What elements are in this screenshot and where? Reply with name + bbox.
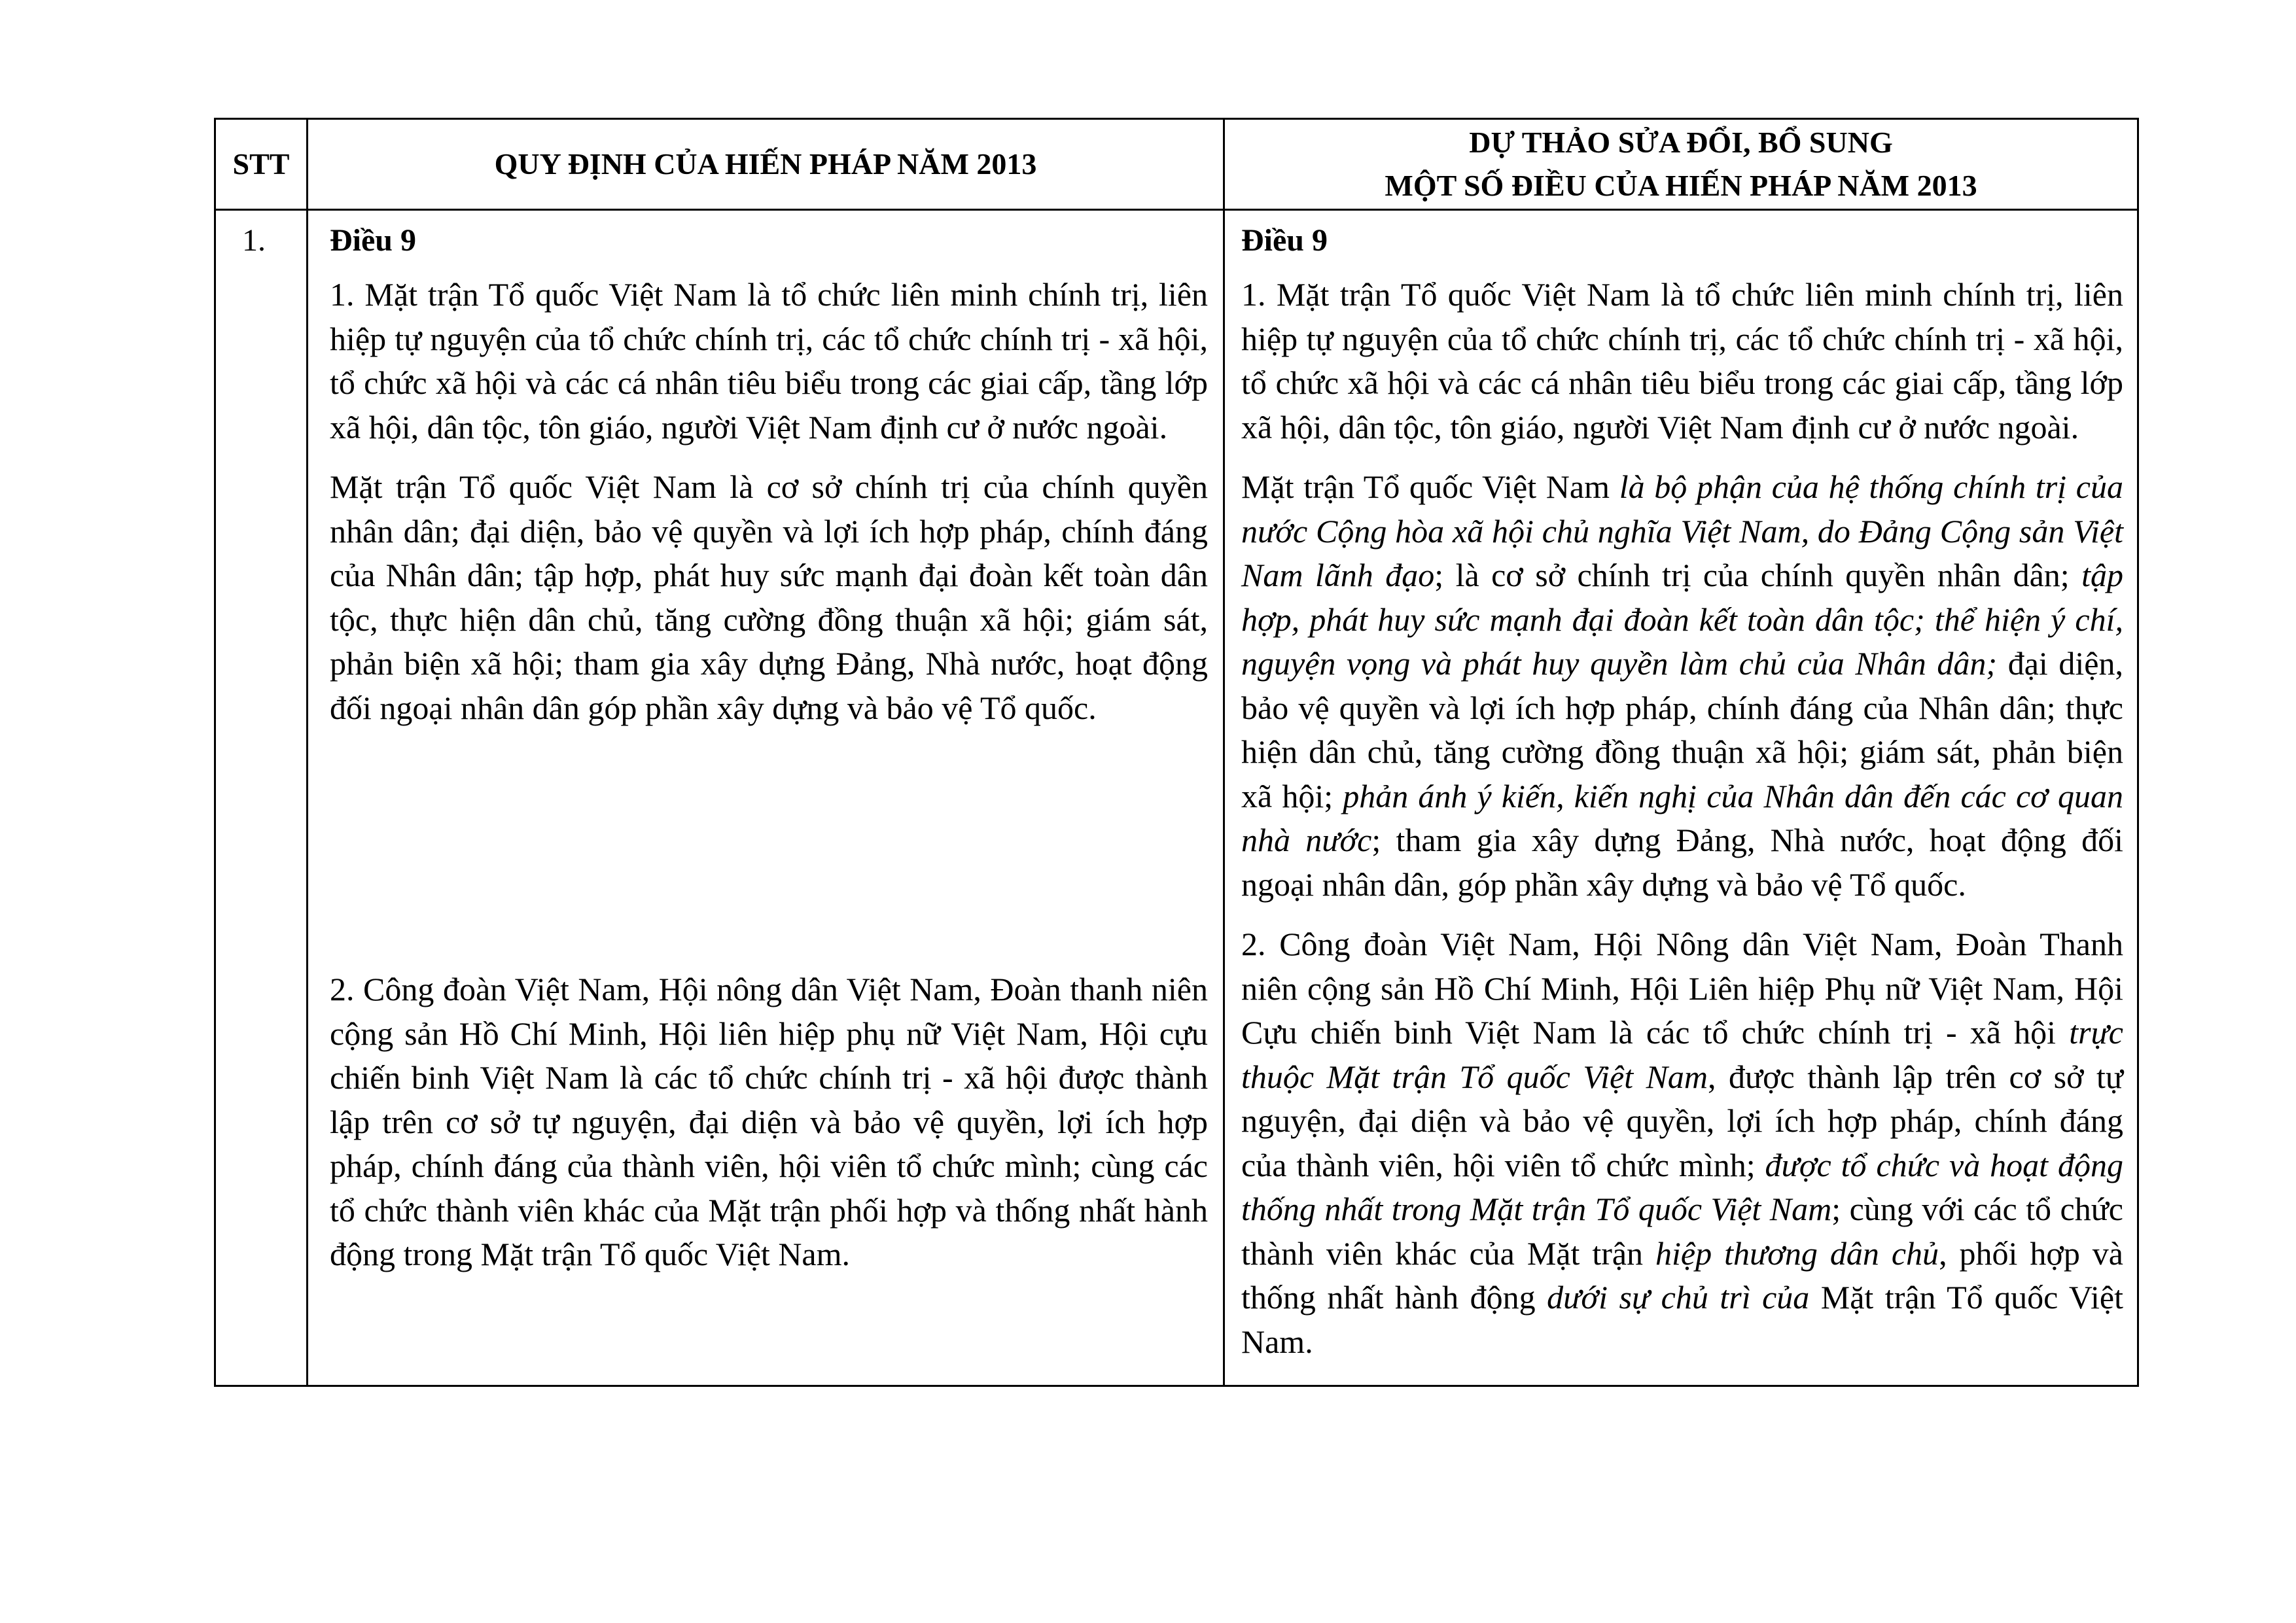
header-draft-amendment	[1224, 119, 2138, 210]
comparison-table	[214, 118, 2139, 1387]
text-segment: đại diện, bảo vệ quyền và lợi ích hợp pháp, chính đáng của Nhân dân; thực hiện dân chủ, tăng cường đồng thuận xã hội; giám sát, phản biện xã hội;	[1241, 645, 2123, 814]
amended-text-segment: hiệp thương dân chủ	[1655, 1234, 1939, 1272]
current-article-title: Điều 9	[330, 223, 416, 258]
amended-text-segment: tập hợp, phát huy sức mạnh đại đoàn kết toàn dân tộc; thể hiện ý chí, nguyện vọng và phát huy quyền làm chủ của Nhân dân;	[1241, 557, 2123, 682]
text-segment: , được thành lập trên cơ sở tự nguyện, đại diện và bảo vệ quyền, lợi ích hợp pháp, chính đáng của thành viên, hội viên tổ chức mình;	[1241, 1058, 2123, 1183]
text-segment: Mặt trận Tổ quốc Việt Nam.	[1241, 1279, 2124, 1360]
header-draft-line-2: MỘT SỐ ĐIỀU CỦA HIẾN PHÁP NĂM 2013	[1385, 169, 1977, 202]
text-segment: 2. Công đoàn Việt Nam, Hội Nông dân Việt Nam, Đoàn Thanh niên cộng sản Hồ Chí Minh, Hội Liên hiệp Phụ nữ Việt Nam, Hội Cựu chiến binh Việt Nam là các tổ chức chính trị - xã hội	[1241, 926, 2123, 1051]
header-stt	[215, 119, 308, 210]
header-current-constitution	[308, 119, 1224, 210]
header-draft-line-1: DỰ THẢO SỬA ĐỔI, BỔ SUNG	[1469, 126, 1893, 159]
current-clause-1: 1. Mặt trận Tổ quốc Việt Nam là tổ chức liên minh chính trị, liên hiệp tự nguyện của tổ chức chính trị, các tổ chức chính trị - xã hội, tổ chức xã hội và các cá nhân tiêu biểu trong các giai cấp, tầng lớp xã hội, dân tộc, tôn giáo, người Việt Nam định cư ở nước ngoài.	[330, 276, 1208, 445]
amended-text-segment: là bộ phận của hệ thống chính trị của nước Cộng hòa xã hội chủ nghĩa Việt Nam, do Đảng Cộng sản Việt Nam lãnh đạo	[1241, 468, 2124, 593]
draft-text-cell	[1224, 210, 2138, 1386]
table-row	[215, 210, 2138, 1386]
amended-text-segment: được tổ chức và hoạt động thống nhất trong Mặt trận Tổ quốc Việt Nam	[1241, 1146, 2123, 1227]
row-number: 1.	[242, 223, 266, 258]
text-segment: Mặt trận Tổ quốc Việt Nam	[1241, 468, 1619, 505]
text-segment: , phối hợp và thống nhất hành động	[1241, 1234, 2123, 1316]
current-clause-1-paragraph-2: Mặt trận Tổ quốc Việt Nam là cơ sở chính trị của chính quyền nhân dân; đại diện, bảo vệ quyền và lợi ích hợp pháp, chính đáng của Nhân dân; tập hợp, phát huy sức mạnh đại đoàn kết toàn dân tộc, thực hiện dân chủ, tăng cường đồng thuận xã hội; giám sát, phản biện xã hội; tham gia xây dựng Đảng, Nhà nước, hoạt động đối ngoại nhân dân góp phần xây dựng và bảo vệ Tổ quốc.	[330, 468, 1208, 726]
header-row	[215, 119, 2138, 210]
header-stt-label: STT	[232, 147, 290, 181]
text-segment: ; cùng với các tổ chức thành viên khác của Mặt trận	[1241, 1191, 2123, 1272]
text-segment: ; là cơ sở chính trị của chính quyền nhân dân;	[1434, 557, 2082, 593]
current-clause-2: 2. Công đoàn Việt Nam, Hội nông dân Việt Nam, Đoàn thanh niên cộng sản Hồ Chí Minh, Hội liên hiệp phụ nữ Việt Nam, Hội cựu chiến binh Việt Nam là các tổ chức chính trị - xã hội được thành lập trên cơ sở tự nguyện, đại diện và bảo vệ quyền, lợi ích hợp pháp, chính đáng của thành viên, hội viên tổ chức mình; cùng các tổ chức thành viên khác của Mặt trận phối hợp và thống nhất hành động trong Mặt trận Tổ quốc Việt Nam.	[330, 971, 1208, 1272]
draft-clause-2	[1241, 922, 2123, 1364]
header-current-constitution-label: QUY ĐỊNH CỦA HIẾN PHÁP NĂM 2013	[494, 147, 1037, 181]
amended-text-segment: phản ánh ý kiến, kiến nghị của Nhân dân đến các cơ quan nhà nước	[1241, 777, 2123, 858]
amended-text-segment: trực thuộc Mặt trận Tổ quốc Việt Nam	[1241, 1014, 2123, 1095]
row-number-cell	[215, 210, 308, 1386]
draft-article-title: Điều 9	[1241, 223, 1328, 258]
amended-text-segment: dưới sự chủ trì của	[1547, 1279, 1810, 1316]
text-segment: ; tham gia xây dựng Đảng, Nhà nước, hoạt động đối ngoại nhân dân, góp phần xây dựng và bảo vệ Tổ quốc.	[1241, 822, 2123, 903]
draft-clause-1-paragraph-2	[1241, 465, 2123, 907]
current-text-cell	[308, 210, 1224, 1386]
draft-clause-1: 1. Mặt trận Tổ quốc Việt Nam là tổ chức liên minh chính trị, liên hiệp tự nguyện của tổ chức chính trị, các tổ chức chính trị - xã hội, tổ chức xã hội và các cá nhân tiêu biểu trong các giai cấp, tầng lớp xã hội, dân tộc, tôn giáo, người Việt Nam định cư ở nước ngoài.	[1241, 276, 2123, 445]
